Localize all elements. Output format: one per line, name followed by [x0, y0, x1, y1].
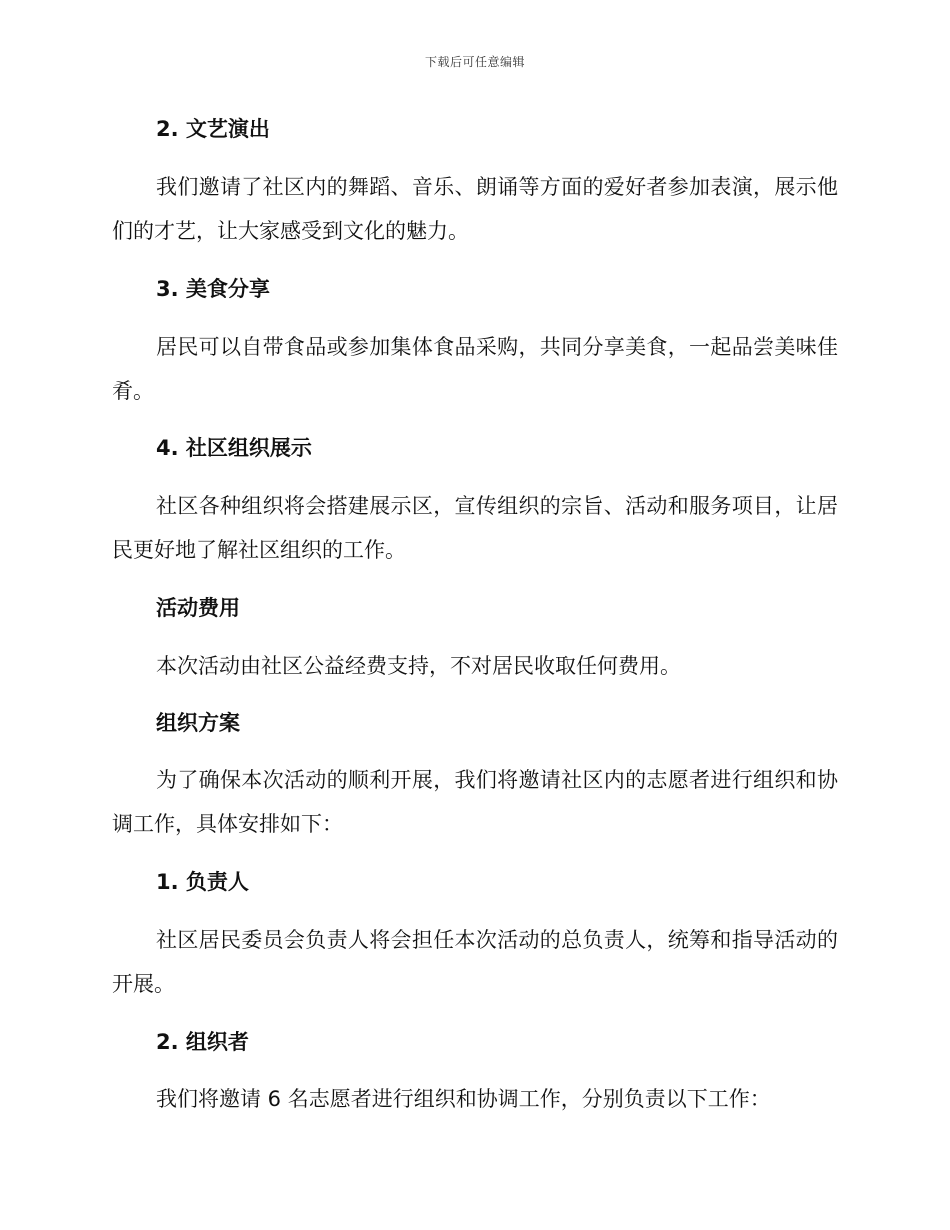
paragraph-person-in-charge: 社区居民委员会负责人将会担任本次活动的总负责人，统筹和指导活动的开展。 [112, 928, 838, 996]
section-heading-food-sharing: 3. 美食分享 [156, 277, 270, 301]
paragraph-performance: 我们邀请了社区内的舞蹈、音乐、朗诵等方面的爱好者参加表演，展示他们的才艺，让大家感受到文化的魅力。 [112, 175, 838, 243]
section-heading-activity-cost: 活动费用 [156, 596, 240, 620]
paragraph-organization-plan: 为了确保本次活动的顺利开展，我们将邀请社区内的志愿者进行组织和协调工作，具体安排如下： [112, 768, 838, 836]
section-heading-organizers: 2. 组织者 [156, 1030, 249, 1054]
section-heading-performance: 2. 文艺演出 [156, 117, 270, 141]
paragraph-activity-cost: 本次活动由社区公益经费支持，不对居民收取任何费用。 [156, 654, 681, 678]
section-heading-organization-plan: 组织方案 [156, 711, 240, 735]
section-heading-person-in-charge: 1. 负责人 [156, 870, 249, 894]
paragraph-food-sharing: 居民可以自带食品或参加集体食品采购，共同分享美食，一起品尝美味佳肴。 [112, 335, 838, 403]
page-header: 下载后可任意编辑 [424, 55, 525, 69]
section-heading-org-showcase: 4. 社区组织展示 [156, 436, 312, 460]
paragraph-organizers: 我们将邀请 6 名志愿者进行组织和协调工作，分别负责以下工作： [156, 1087, 771, 1111]
paragraph-org-showcase: 社区各种组织将会搭建展示区，宣传组织的宗旨、活动和服务项目，让居民更好地了解社区组织的工作。 [112, 494, 838, 562]
